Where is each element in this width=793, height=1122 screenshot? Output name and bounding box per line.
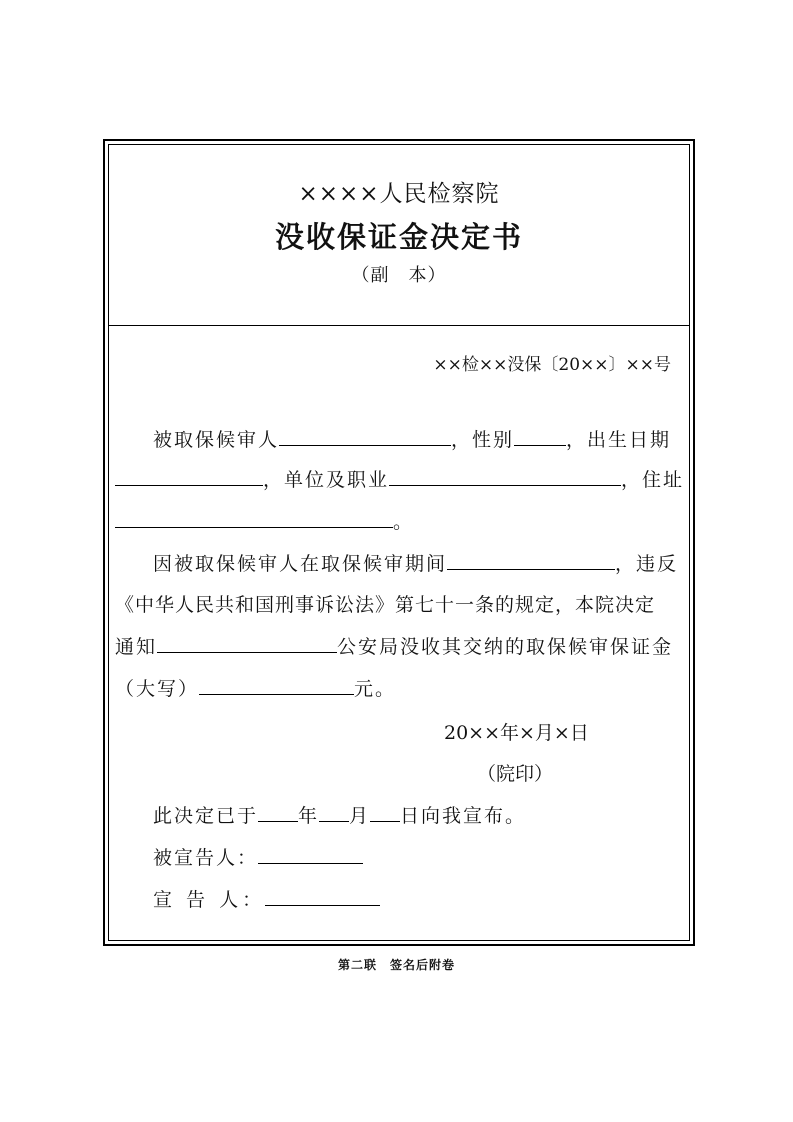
- text: ，单位及职业: [263, 469, 390, 491]
- decision-date: 20××年×月×日: [444, 722, 589, 744]
- header-divider: [109, 325, 689, 326]
- text: 宣 告 人：: [153, 889, 266, 911]
- footer-note: 第二联 签名后附卷: [337, 958, 455, 972]
- text: 月: [349, 805, 371, 827]
- body-line-1: [115, 425, 685, 453]
- body-line-5: [115, 590, 685, 618]
- month-blank[interactable]: [319, 801, 349, 822]
- text: 通知: [115, 636, 158, 658]
- day-blank[interactable]: [370, 801, 400, 822]
- announcer-signature-blank[interactable]: [265, 885, 380, 906]
- body-line-2: [115, 465, 685, 493]
- document-inner-frame: [108, 144, 690, 941]
- announcer-line: [115, 885, 685, 913]
- public-security-bureau-blank[interactable]: [157, 632, 337, 653]
- announced-person-line: [115, 843, 685, 871]
- year-blank[interactable]: [258, 801, 298, 822]
- text: 被宣告人：: [153, 847, 259, 869]
- document-frame: [103, 139, 695, 946]
- text: 被取保候审人: [153, 429, 280, 451]
- text: 公安局没收其交纳的取保候审保证金: [337, 636, 674, 658]
- text: 因被取保候审人在取保候审期间: [153, 553, 448, 575]
- body-line-6: [115, 632, 685, 660]
- text: 此决定已于: [153, 805, 259, 827]
- address-blank[interactable]: [115, 507, 393, 528]
- text: ，违反: [615, 553, 679, 575]
- organization-name: ××××人民检察院: [298, 181, 500, 207]
- copy-label: （副 本）: [351, 265, 447, 286]
- amount-in-words-blank[interactable]: [199, 674, 354, 695]
- defendant-name-blank[interactable]: [279, 425, 451, 446]
- announced-person-signature-blank[interactable]: [258, 843, 363, 864]
- violation-blank[interactable]: [447, 549, 615, 570]
- birth-date-blank[interactable]: [115, 465, 263, 486]
- body-line-3: [115, 507, 685, 535]
- text: ，住址: [621, 469, 685, 491]
- body-line-4: [115, 549, 685, 577]
- text: ，出生日期: [566, 429, 672, 451]
- text: 年: [298, 805, 320, 827]
- text: 元。: [354, 678, 397, 700]
- court-seal-label: （院印）: [477, 763, 554, 785]
- text: 日向我宣布。: [400, 805, 527, 827]
- text: ，性别: [451, 429, 515, 451]
- gender-blank[interactable]: [514, 425, 566, 446]
- document-number: ××检××没保〔20××〕××号: [433, 355, 671, 375]
- announcement-line: [115, 801, 685, 829]
- text: （大写）: [115, 678, 200, 700]
- text: 。: [393, 511, 415, 533]
- text: 《中华人民共和国刑事诉讼法》第七十一条的规定，本院决定: [115, 594, 656, 616]
- employer-occupation-blank[interactable]: [389, 465, 621, 486]
- document-title: 没收保证金决定书: [274, 220, 523, 254]
- body-line-7: [115, 674, 685, 702]
